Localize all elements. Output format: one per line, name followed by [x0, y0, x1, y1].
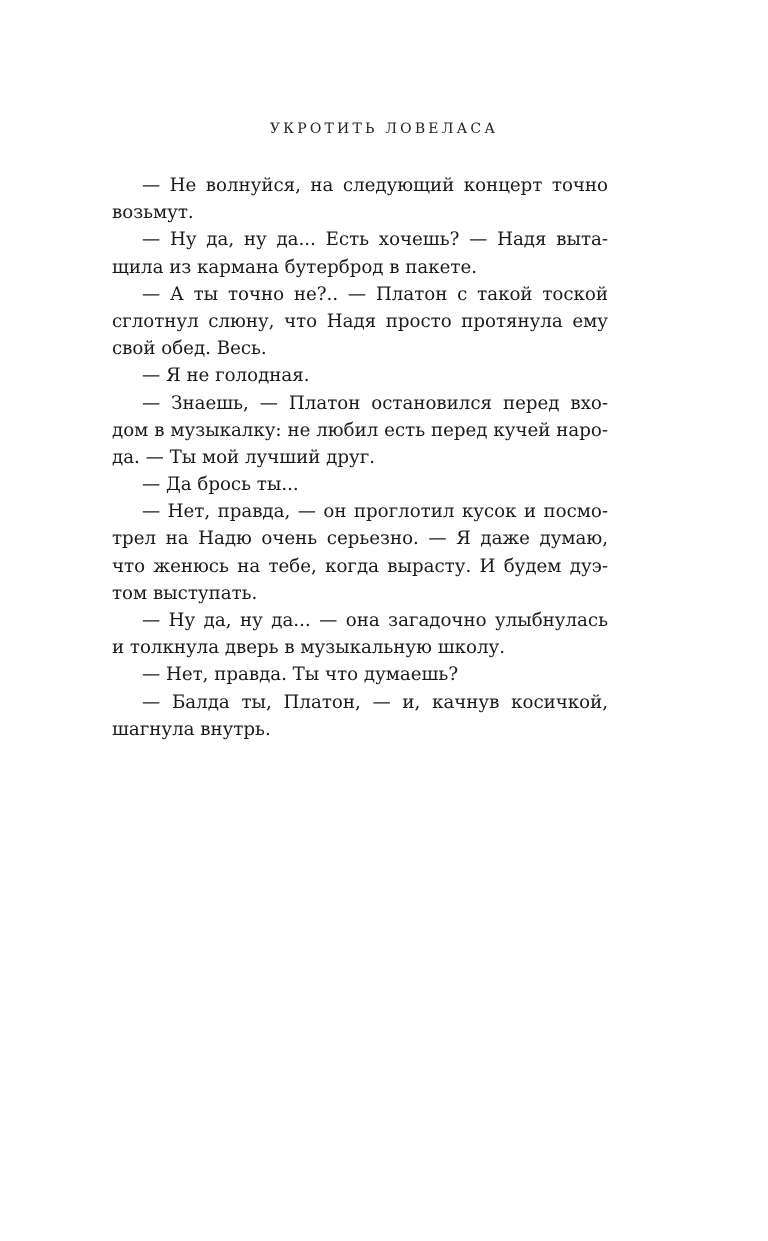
text-line: — Я не голодная.: [142, 365, 310, 387]
text-line: трел на Надю очень серьезно. — Я даже думаю,: [112, 528, 608, 550]
text-line: том выступать.: [112, 582, 258, 604]
text-line: да. — Ты мой лучший друг.: [112, 446, 376, 468]
text-line: свой обед. Весь.: [112, 338, 267, 360]
page-text: [112, 172, 608, 743]
text-line: шагнула внутрь.: [112, 718, 271, 740]
text-line: щила из кармана бутерброд в пакете.: [112, 256, 477, 278]
text-line: — Да брось ты...: [142, 474, 299, 496]
text-line: — Знаешь, — Платон остановился перед вхо-: [142, 392, 608, 414]
text-line: — Ну да, ну да... Есть хочешь? — Надя выта-: [142, 229, 608, 251]
text-line: сглотнул слюну, что Надя просто протянула ему: [112, 310, 608, 332]
running-header: УКРОТИТЬ ЛОВЕЛАСА: [269, 121, 499, 137]
text-line: — Не волнуйся, на следующий концерт точно: [142, 175, 608, 196]
text-line: что женюсь на тебе, когда вырасту. И будем дуэ-: [112, 555, 608, 577]
text-line: возьмут.: [112, 202, 194, 224]
text-line: и толкнула дверь в музыкальную школу.: [112, 637, 505, 659]
text-line: дом в музыкалку: не любил есть перед кучей наро-: [112, 419, 608, 441]
text-line: — Нет, правда, — он проглотил кусок и посмо-: [142, 501, 608, 523]
text-line: — А ты точно не?.. — Платон с такой тоской: [142, 283, 608, 305]
text-line: — Балда ты, Платон, — и, качнув косичкой,: [142, 691, 608, 713]
text-line: — Ну да, ну да... — она загадочно улыбнулась: [142, 610, 608, 631]
text-line: — Нет, правда. Ты что думаешь?: [142, 664, 459, 686]
